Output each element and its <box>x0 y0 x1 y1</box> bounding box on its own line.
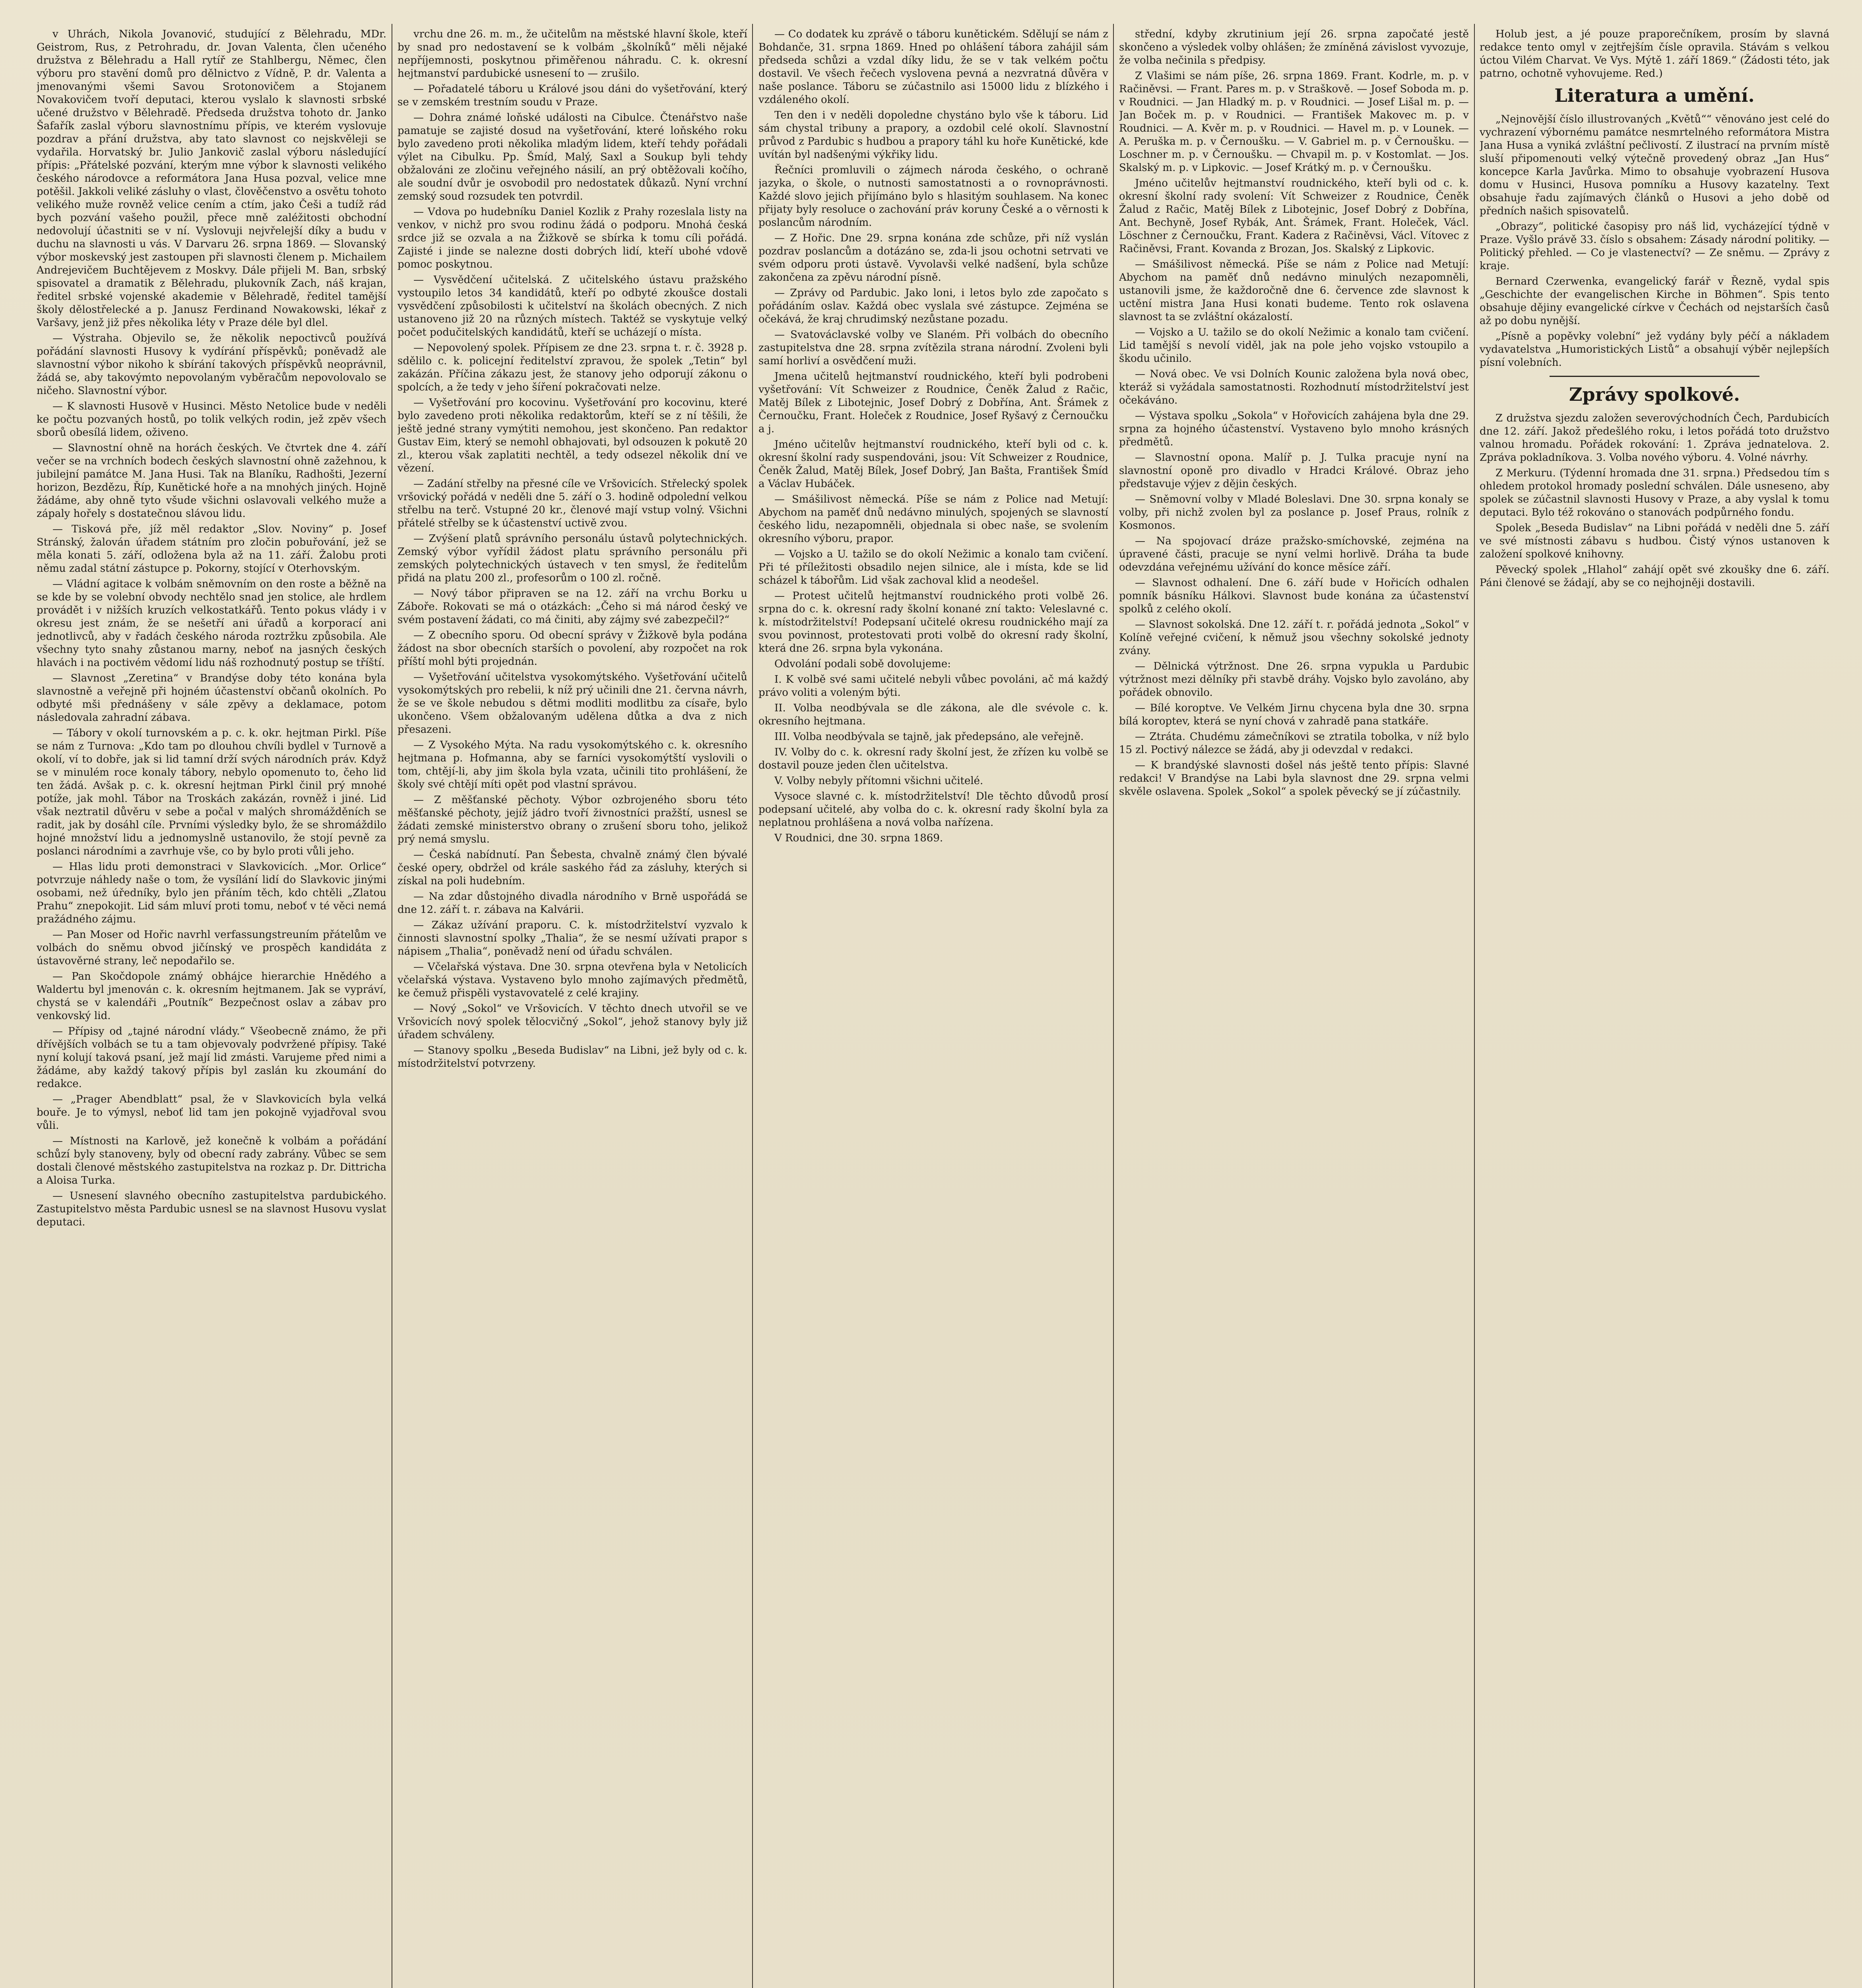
article-paragraph: — Zprávy od Pardubic. Jako loni, i letos bylo zde započato s pořádáním oslav. Každá obec vyslala své zástupce. Zejména se očekává, že kraj chrudimský nezůstane pozadu. <box>758 287 1108 325</box>
article-paragraph: — Zvýšení platů správního personálu ústavů polytechnických. Zemský výbor vyřídil žádost platu správního personálu při zemských polytechnických ústavech v ten smysl, že ředitelům přidá na platu 200 zl., profesorům o 100 zl. ročně. <box>398 533 747 584</box>
article-paragraph: — Vojsko a U. tažilo se do okolí Nežimic a konalo tam cvičení. Při té příležitosti obsadilo nejen silnice, ale i místa, kde se lid scházel k tábořům. Lid však zachoval klid a neodešel. <box>758 548 1108 586</box>
article-paragraph: — Svatováclavské volby ve Slaném. Při volbách do obecního zastupitelstva dne 28. srpna zvítězila strana národní. Zvoleni byli samí horliví a osvědčení muži. <box>758 329 1108 367</box>
article-paragraph: Spolek „Beseda Budislav“ na Libni pořádá v neděli dne 5. září ve své místnosti zábavu s hudbou. Čistý výnos ustanoven k založení spolkové knihovny. <box>1480 522 1829 560</box>
article-paragraph: — Výstava spolku „Sokola“ v Hořovicích zahájena byla dne 29. srpna za hojného účastenství. Vystaveno bylo mnoho krásných předmětů. <box>1119 410 1469 448</box>
article-paragraph: — Stanovy spolku „Beseda Budislav“ na Libni, jež byly od c. k. místodržitelství potvrzeny. <box>398 1044 747 1070</box>
article-paragraph: — Včelařská výstava. Dne 30. srpna otevřena byla v Netolicích včelařská výstava. Vystaveno bylo mnoho zajímavých předmětů, ke čemuž přispěli vystavovatelé z celé krajiny. <box>398 961 747 999</box>
article-paragraph: střední, kdyby zkrutinium její 26. srpna započaté jestě skončeno a výsledek volby ohlášen; že zmíněná závislost vyvozuje, že volba nečinila s předpisy. <box>1119 28 1469 66</box>
article-paragraph: v Uhrách, Nikola Jovanović, studující z Bělehradu, MDr. Geistrom, Rus, z Petrohradu, dr. Jovan Valenta, člen učeného družstva z Bělehradu a Hall rytíř ze Stahlbergu, Němec, člen výboru pro stavění domů pro dělnictvo z Vídně, P. dr. Valenta a jmenovanými všemi Savou Srotonovičem a Stojanem Novakovičem tvoří deputaci, kterou vyslalo k slavnosti srbské učené družstvo v Bělehradě. Předseda družstva tohoto dr. Janko Šafařík zaslal výboru slavnostnímu přípis, ve kterém vyslovuje pozdrav a přání družstva, aby tato slavnost co nejskvěleji se vydařila. Horvatský br. Julio Jankovič zaslal výboru následující přípis: „Přátelské pozvání, kterým mne výbor k slavnosti velikého českého národovce a reformátora Jana Husa pozval, velice mne potěšil. Jakkoli veliké zásluhy o vlast, člověčenstvo a osvětu tohoto velikého muže rovněž velice cením a ctím, jako Češi a tudíž rád bych pozvání vašeho použil, přece mně zaléžitosti obchodní nedovolují účastniti se v ní. Vyslovuji nejvřelejší díky a budu v duchu na slavnosti u vás. V Darvaru 26. srpna 1869. — Slovanský výbor moskevský jest zastoupen při slavnosti členem p. Michailem Andrejevičem Buchtějevem z Moskvy. Dále přijeli M. Ban, srbský spisovatel a dramatik z Bělehradu, plukovník Zach, náš krajan, ředitel srbské vojenské akademie v Bělehradě, ředitel tamější školy dělostřelecké a p. Janusz Ferdinand Nowakowski, lékař z Varšavy, jenž již přes několika léty v Praze déle byl dlel. <box>37 28 386 329</box>
article-paragraph: — Vojsko a U. tažilo se do okolí Nežimic a konalo tam cvičení. Lid tamější s nevolí viděl, jak na pole jeho vojsko vstoupilo a škodu učinilo. <box>1119 326 1469 365</box>
article-paragraph: Jmena učitelů hejtmanství roudnického, kteří byli podrobeni vyšetřování: Vít Schweizer z Roudnice, Čeněk Žalud z Račic, Matěj Bílek z Libotejnic, Josef Dobrý z Dobřína, Ant. Šrámek z Černoučku, Frant. Holeček z Roudnice, Josef Ryšavý z Černoučku a j. <box>758 371 1108 435</box>
article-paragraph: — Nový tábor připraven se na 12. září na vrchu Borku u Záboře. Rokovati se má o otázkách: „Čeho si má národ český ve svém postavení žádati, co má činiti, aby zájmy své zabezpečil?“ <box>398 588 747 626</box>
article-paragraph: — Z obecního sporu. Od obecní správy v Žižkově byla podána žádost na sbor obecních starších o povolení, aby rozpočet na rok příští mohl býti projednán. <box>398 629 747 668</box>
article-paragraph: Řečníci promluvili o zájmech národa českého, o ochraně jazyka, o škole, o nutnosti samostatnosti a o rovnoprávnosti. Každé slovo jejich přijímáno bylo s hlasitým souhlasem. Na konec přijaty byly resoluce o zachování práv koruny České a o věrnosti k poslancům národním. <box>758 164 1108 229</box>
article-paragraph: — Sněmovní volby v Mladé Boleslavi. Dne 30. srpna konaly se volby, při nichž zvolen byl za poslance p. Josef Praus, rolník z Kosmonos. <box>1119 493 1469 532</box>
article-paragraph: — Co dodatek ku zprávě o táboru kunětickém. Sdělují se nám z Bohdanče, 31. srpna 1869. Hned po ohlášení tábora zahájil sám předseda schůzi a vzdal díky lidu, že se v tak velkém počtu dostavil. Ve všech řečech vyslovena pevná a nezvratná důvěra v naše poslance. Táboru se zúčastnilo asi 15000 lidu z blízkého i vzdáleného okolí. <box>758 28 1108 106</box>
article-paragraph: — „Prager Abendblatt“ psal, že v Slavkovicích byla velká bouře. Je to výmysl, neboť lid tam jen pokojně vyjadřoval svou vůli. <box>37 1093 386 1132</box>
article-paragraph: Odvolání podali sobě dovolujeme: <box>774 658 951 670</box>
article-paragraph: — Bílé koroptve. Ve Velkém Jirnu chycena byla dne 30. srpna bílá koroptev, která se nyní chová v zahradě pana statkáře. <box>1119 702 1469 727</box>
article-paragraph: — Tisková pře, jíž měl redaktor „Slov. Noviny“ p. Josef Stránský, žalován úřadem státním pro zločin pobuřování, jež se měla konati 5. září, odložena byla až na 11. září. Žalobu proti němu zadal státní zástupce p. Pokorny, stojící v Oterhovským. <box>37 523 386 575</box>
article-paragraph: — Hlas lidu proti demonstraci v Slavkovicích. „Mor. Orlice“ potvrzuje náhledy naše o tom, že vysílání lidí do Slavkovic jinými osobami, než úředníky, bylo jen přáním těch, kdo chtěli „Zlatou Prahu“ znepokojit. Lid sám mluví proti tomu, neboť v té věci nemá pražádného zájmu. <box>37 861 386 925</box>
article-paragraph: V. Volby nebyly přítomni všichni učitelé. <box>774 775 983 787</box>
article-paragraph: Z družstva sjezdu založen severovýchodních Čech, Pardubicích dne 12. září. Jakož předešlého roku, i letos pořádá toto družstvo valnou hromadu. Pořádek rokování: 1. Zpráva jednatelova. 2. Zpráva pokladníkova. 3. Volba nového výboru. 4. Volné návrhy. <box>1480 412 1829 464</box>
article-paragraph: — Vyšetřování učitelstva vysokomýtského. Vyšetřování učitelů vysokomýtských pro rebelii, k níž prý učinili dne 21. června návrh, že se ve škole nebudou s dětmi modliti modlitbu za císaře, bylo ukončeno. Všem obžalovaným udělena důtka a dva z nich přesazeni. <box>398 671 747 736</box>
article-paragraph: — Pan Moser od Hořic navrhl verfassungstreuním přátelům ve volbách do sněmu obvod jičínský ve prospěch kandidáta z ústavověrné strany, leč nepodařilo se. <box>37 929 386 967</box>
column-rule <box>752 24 753 1988</box>
article-paragraph: — Na spojovací dráze pražsko-smíchovské, zejména na úpravené části, pracuje se nyní velmi horlivě. Dráha ta bude odevzdána veřejnému užívání do konce měsíce září. <box>1119 535 1469 573</box>
article-paragraph: — Slavnostní ohně na horách českých. Ve čtvrtek dne 4. září večer se na vrchních bodech českých slavnostní ohně zažehnou, k jubilejní památce M. Jana Husi. Tak na Blaníku, Radhošti, Jezerní horizon, Bezdězu, Říp, Kunětické hoře a na mnohých jiných. Hojně žádáme, aby ohně tyto všude všichni oslavovali velkého muže a zápaly hořely s dostatečnou slávou lidu. <box>37 442 386 520</box>
article-paragraph: — Slavnost sokolská. Dne 12. září t. r. pořádá jednota „Sokol“ v Kolíně veřejné cvičení, k němuž jsou všechny sokolské jednoty zvány. <box>1119 619 1469 657</box>
article-paragraph: — Z Hořic. Dne 29. srpna konána zde schůze, při níž vyslán pozdrav poslancům a dotázáno se, zda-li jsou ochotni setrvati ve svém odporu proti ústavě. Vyvolavši velké nadšení, byla schůze zakončena za zpěvu národní písně. <box>758 232 1108 283</box>
article-paragraph: Jméno učitelův hejtmanství roudnického, kteří byli od c. k. okresní školní rady suspendováni, jsou: Vít Schweizer z Roudnice, Čeněk Žalud, Matěj Bílek, Josef Dobrý, Jan Bašta, František Šmíd a Václav Hubáček. <box>758 439 1108 490</box>
article-paragraph: V Roudnici, dne 30. srpna 1869. <box>774 832 943 844</box>
section-title-spolkove: Zprávy spolkové. <box>1569 384 1740 405</box>
section-title-literature: Literatura a umění. <box>1554 85 1755 106</box>
article-paragraph: „Nejnovější číslo illustrovaných „Květů““ věnováno jest celé do vychrazení výbornému památce nesmrtelného reformátora Mistra Jana Husa a vyniká zvláštní pečlivostí. Z ilustrací na prvním místě sluší připomenouti velký výtečně provedený obraz „Jan Hus“ koncepce Karla Javůrka. Mimo to obsahuje vyobrazení Husova domu v Husinci, Husova pomníku a Husovy kazatelny. Text obsahuje řadu zajímavých článků o Husovi a jeho době od předních našich spisovatelů. <box>1480 113 1829 217</box>
section-divider <box>1550 376 1759 377</box>
article-paragraph: — Česká nabídnutí. Pan Šebesta, chvalně známý člen bývalé české opery, obdržel od krále saského řád za zásluhy, kterých si získal na poli hudebním. <box>398 849 747 887</box>
article-paragraph: — Výstraha. Objevilo se, že několik nepoctivců používá pořádání slavnosti Husovy k vydírání příspěvků; poněvadž ale slavnostní výbor nikoho k sbírání takových příspěvků neoprávnil, žádá se, aby takovýmto nepovolaným vyběračům nepovolovalo se ničeho. Slavnostní výbor. <box>37 332 386 397</box>
article-paragraph: Ten den i v neděli dopoledne chystáno bylo vše k táboru. Lid sám chystal tribuny a prapory, a ozdobil celé okolí. Slavnostní průvod z Pardubic s hudbou a prapory táhl ku hoře Kunětické, kde uvítán byl nadšenými výkřiky lidu. <box>758 109 1108 161</box>
article-paragraph: — Místnosti na Karlově, jež konečně k volbám a pořádání schůzí byly stanoveny, byly od obecní rady zabrány. Vůbec se sem dostali členové městského zastupitelstva na rozkaz p. Dr. Dittricha a Aloisa Turka. <box>37 1135 386 1186</box>
article-paragraph: — Vdova po hudebníku Daniel Kozlik z Prahy rozeslala listy na venkov, v nichž pro svou rodinu žádá o podporu. Mnohá česká srdce již se ozvala a na Žižkově se sbírka k tomu cíli pořádá. Zajisté i jinde se nalezne dosti dobrých lidí, kteří ubohé vdově pomoc poskytnou. <box>398 206 747 270</box>
article-paragraph: — Zákaz užívání praporu. C. k. místodržitelství vyzvalo k činnosti slavnostní spolky „Thalia“, že se nesmí užívati prapor s nápisem „Thalia“, poněvadž není od úřadu schválen. <box>398 919 747 957</box>
article-paragraph: Bernard Czerwenka, evangelický farář v Řezně, vydal spis „Geschichte der evangelischen Kirche in Böhmen“. Spis tento obsahuje dějiny evangelické církve v Čechách od nejstarších časů až po dobu nynější. <box>1480 276 1829 327</box>
article-paragraph: Z Vlašimi se nám píše, 26. srpna 1869. Frant. Kodrle, m. p. v Račiněvsi. — Frant. Pares m. p. v Straškově. — Josef Soboda m. p. v Roudnici. — Jan Hladký m. p. v Roudnici. — Josef Lišal m. p. — Jan Boček m. p. v Roudnici. — František Makovec m. p. v Roudnici. — A. Kvěr m. p. v Roudnici. — Havel m. p. v Lounek. — A. Peruška m. p. v Černoušku. — V. Gabriel m. p. v Černoušku. — Loschner m. p. v Černoušku. — Chvapil m. p. v Kostomlat. — Jos. Skalský m. p. v Lipkovic. — Josef Krátký m. p. v Černoušku. <box>1119 70 1469 174</box>
article-paragraph: — Přípisy od „tajné národní vlády.“ Všeobecně známo, že při dřívějších volbách se tu a tam objevovaly podvržené přípisy. Také nyní kolují taková psaní, jež mají lid zmásti. Varujeme před nimi a žádáme, aby každý takový přípis byl zaslán ku zkoumání do redakce. <box>37 1025 386 1090</box>
article-paragraph: Pěvecký spolek „Hlahol“ zahájí opět své zkoušky dne 6. září. Páni členové se žádají, aby se co nejhojněji dostavili. <box>1480 564 1829 589</box>
article-paragraph: — Dohra známé loňské události na Cibulce. Čtenářstvo naše pamatuje se zajisté dosud na vyšetřování, které loňského roku bylo zavedeno proti několika mladým lidem, kteří tehdy pořádali výlet na Cibulku. Pp. Šmíd, Malý, Saxl a Soukup byli tehdy obžalováni ze zločinu veřejného násilí, an prý obtěžovali kočího, ale soudní dvůr je osvobodil pro nedostatek důkazů. Nyní vrchní zemský soud rozsudek ten potvrdil. <box>398 112 747 202</box>
article-paragraph: „Obrazy“, politické časopisy pro náš lid, vycházející týdně v Praze. Vyšlo právě 33. číslo s obsahem: Zásady národní politiky. — Politický přehled. — Co je vlastenectví? — Ze sněmu. — Zprávy z kraje. <box>1480 221 1829 272</box>
article-paragraph: — Dělnická výtržnost. Dne 26. srpna vypukla u Pardubic výtržnost mezi dělníky při stavbě dráhy. Vojsko bylo zavoláno, aby pořádek obnovilo. <box>1119 660 1469 699</box>
article-paragraph: — Slavnostní opona. Malíř p. J. Tulka pracuje nyní na slavnostní oponě pro divadlo v Hradci Králové. Obraz jeho představuje výjev z dějin českých. <box>1119 452 1469 490</box>
article-paragraph: — Z Vysokého Mýta. Na radu vysokomýtského c. k. okresního hejtmana p. Hofmanna, aby se farníci vysokomýtští vyslovili o tom, chtějí-li, aby jim škola byla vzata, učinili tito prohlášení, že školy své chtějí míti opět pod vlastní správou. <box>398 739 747 790</box>
column-3 <box>758 28 1108 1988</box>
article-paragraph: II. Volba neodbývala se dle zákona, ale dle svévole c. k. okresního hejtmana. <box>758 702 1108 727</box>
article-paragraph: I. K volbě své sami učitelé nebyli vůbec povoláni, ač má každý právo voliti a voleným býti. <box>758 674 1108 699</box>
column-rule <box>1113 24 1114 1988</box>
article-paragraph: — K brandýské slavnosti došel nás ještě tento přípis: Slavné redakci! V Brandýse na Labi byla slavnost dne 29. srpna velmi skvěle oslavena. Spolek „Sokol“ a spolek pěvecký se jí zúčastnily. <box>1119 759 1469 798</box>
column-2 <box>398 28 747 1988</box>
column-5 <box>1480 28 1829 1988</box>
article-paragraph: Holub jest, a jé pouze praporečníkem, prosím by slavná redakce tento omyl v zejtřejším čísle opravila. Stávám s velkou úctou Vilém Charvat. Ve Vys. Mýtě 1. září 1869.“ (Žádosti této, jak patrno, ochotně vyhovujeme. Red.) <box>1480 28 1829 80</box>
article-paragraph: — Na zdar důstojného divadla národního v Brně uspořádá se dne 12. září t. r. zábava na Kalvárii. <box>398 891 747 916</box>
article-paragraph: IV. Volby do c. k. okresní rady školní jest, že zřízen ku volbě se dostavil pouze jeden člen učitelstva. <box>758 746 1108 771</box>
article-paragraph: — K slavnosti Husově v Husinci. Město Netolice bude v neděli ke počtu pozvaných hostů, po tolik velkých rodin, jež zpěv všech sborů obesílá lidem, oživeno. <box>37 400 386 439</box>
column-4 <box>1119 28 1469 1988</box>
article-paragraph: — Vyšetřování pro kocovinu. Vyšetřování pro kocovinu, které bylo zavedeno proti několika redaktorům, kteří se z ní těšili, že ještě jedné strany vymýtiti nemohou, jest skončeno. Pan redaktor Gustav Eim, který se nemohl obhajovati, byl odsouzen k pokutě 20 zl., kterou však zaplatiti nechtěl, a tedy odsezel několik dní ve vězení. <box>398 397 747 474</box>
article-paragraph: — Nepovolený spolek. Přípisem ze dne 23. srpna t. r. č. 3928 p. sdělilo c. k. policejní ředitelství zpravou, že spolek „Tetin“ byl zakázán. Příčina zákazu jest, že stanovy jeho odporují zákonu o spolcích, a že tedy v jeho šíření pokračovati nelze. <box>398 342 747 393</box>
column-1 <box>37 28 386 1988</box>
article-paragraph: — Smášilivost německá. Píše se nám z Police nad Metují: Abychom na paměť dnů nedávno minulých, spojených se slavností českého lidu, nezapomněli, objednala si obec naše, se svolením okresního výboru, prapor. <box>758 493 1108 545</box>
article-paragraph: — Slavnost „Zeretina“ v Brandýse doby této konána byla slavnostně a veřejně při hojném účastenství občanů okolních. Po odbyté mši přednášeny v sále zpěvy a deklamace, potom následovala zahradní zábava. <box>37 672 386 724</box>
article-paragraph: — Smášilivost německá. Píše se nám z Police nad Metují: Abychom na paměť dnů nedávno minulých nezapomněli, ustanovili jsme, že každoročně dne 6. července zde slavnost k uctění mistra Jana Husi konati budeme. Tento rok oslavena slavnost ta se zvláštní okázalostí. <box>1119 258 1469 323</box>
article-paragraph: — Ztráta. Chudému zámečníkovi se ztratila tobolka, v níž bylo 15 zl. Poctivý nálezce se žádá, aby ji odevzdal v redakci. <box>1119 731 1469 756</box>
article-paragraph: „Písně a popěvky volební“ jež vydány byly péčí a nákladem vydavatelstva „Humoristických Listů“ a obsahují výběr nejlepších písní volebních. <box>1480 330 1829 369</box>
article-paragraph: — Tábory v okolí turnovském a p. c. k. okr. hejtman Pirkl. Píše se nám z Turnova: „Kdo tam po dlouhou chvíli bydlel v Turnově a okolí, ví to dobře, jak si lid tamní drží svých národních práv. Když se v minulém roce konaly tábory, nebylo opomenuto to, čeho lid ten žádá. Avšak p. c. k. okresní hejtman Pirkl činil prý mnohé potíže, jak mohl. Tábor na Troskách zakázán, rovněž i jiné. Lid však neztratil důvěru v sebe a počal v malých shromážděních se radit, jak by dosáhl cíle. Prvními výsledky bylo, že se shromáždilo hojné množství lidu a jednomyslně ustanovilo, že stojí pevně za poslanci národními a zavrhuje vše, co by bylo proti vůli jeho. <box>37 727 386 857</box>
article-paragraph: — Vysvědčení učitelská. Z učitelského ústavu pražského vystoupilo letos 34 kandidátů, kteří po odbyté zkoušce dostali vysvědčení způsobilosti k učitelství na školách obecných. Z nich ustanoveno již 20 na různých místech. Taktéž se vyskytuje velký počet podučitelských kandidátů, kteří se ucházejí o místa. <box>398 274 747 338</box>
article-paragraph: — Nový „Sokol“ ve Vršovicích. V těchto dnech utvořil se ve Vršovicích nový spolek tělocvičný „Sokol“, jehož stanovy byly již úřadem schváleny. <box>398 1003 747 1041</box>
article-paragraph: — Nová obec. Ve vsi Dolních Kounic založena byla nová obec, kteráž si vyžádala samostatnosti. Rozhodnutí místodržitelství jest očekáváno. <box>1119 368 1469 406</box>
article-paragraph: — Usnesení slavného obecního zastupitelstva pardubického. Zastupitelstvo města Pardubic usnesl se na slavnost Husovu vyslat deputaci. <box>37 1190 386 1228</box>
article-paragraph: — Z měšťanské pěchoty. Výbor ozbrojeného sboru této měšťanské pěchoty, jejíž jádro tvoří živnostníci pražští, usnesl se žádati zemské ministerstvo obrany o zrušení sboru toho, jelikož prý nemá smyslu. <box>398 794 747 845</box>
article-paragraph: — Vládní agitace k volbám sněmovním on den roste a běžně na se kde by se volební obvody nechtělo snad jen stolice, ale hrdlem provádět i v nižších kruzích velkostatkářů. Tento pokus vlády i v okresu jest znám, že se nešetří ani úřadů a korporací ani jednotlivců, aby v řadách českého národa roztržku způsobila. Ale všechny tyto snahy zůstanou marny, neboť na jasných českých hlavách i na poctivém vědomí lidu náš rozhodnutý postup se tříští. <box>37 578 386 669</box>
article-paragraph: — Protest učitelů hejtmanství roudnického proti volbě 26. srpna do c. k. okresní rady školní konané zní takto: Veleslavné c. k. místodržitelství! Podepsaní učitelé okresu roudnického mají za svou povinnost, protestovati proti volbě do okresní rady školní, která dne 26. srpna byla vykonána. <box>758 590 1108 654</box>
article-paragraph: Vysoce slavné c. k. místodržitelství! Dle těchto důvodů prosí podepsaní učitelé, aby volba do c. k. okresní rady školní byla za neplatnou prohlášena a nová volba nařízena. <box>758 790 1108 829</box>
article-paragraph: Jméno učitelův hejtmanství roudnického, kteří byli od c. k. okresní školní rady svolení: Vít Schweizer z Roudnice, Čeněk Žalud z Račic, Matěj Bílek z Libotejnic, Josef Dobrý z Dobřína, Ant. Bechyně, Josef Rybák, Ant. Šrámek, Frant. Holeček, Václ. Löschner z Černoučku, Frant. Kadera z Račiněvsi, Václ. Vítovec z Račiněvsi, Frant. Kovanda z Brozan, Jos. Skalský z Lipkovic. <box>1119 177 1469 255</box>
article-paragraph: — Pan Skočdopole známý obhájce hierarchie Hnědého a Waldertu byl jmenován c. k. okresním hejtmanem. Jak se vypráví, chystá se v kalendáři „Poutník“ Bezpečnost oslav a zábav pro venkovský lid. <box>37 971 386 1022</box>
article-paragraph: Z Merkuru. (Týdenní hromada dne 31. srpna.) Předsedou tím s ohledem protokol hromady poslední schválen. Dále usneseno, aby spolek se zúčastnil slavnosti Husovy v Praze, a aby vyslal k tomu deputaci. Bylo též rokováno o stanovách podpůrného fondu. <box>1480 467 1829 518</box>
article-paragraph: — Pořadatelé táboru u Králové jsou dáni do vyšetřování, který se v zemském trestním soudu v Praze. <box>398 83 747 108</box>
article-paragraph: — Slavnost odhalení. Dne 6. září bude v Hořicích odhalen pomník básníku Hálkovi. Slavnost bude konána za účastenství spolků z celého okolí. <box>1119 577 1469 615</box>
article-paragraph: III. Volba neodbývala se tajně, jak předepsáno, ale veřejně. <box>774 731 1084 743</box>
column-rule <box>1474 24 1475 1988</box>
article-paragraph: vrchu dne 26. m. m., že učitelům na městské hlavní škole, kteří by snad pro nedostavení se k volbám „školníků“ měli nějaké nepříjemnosti, poskytnou přiměřenou náhradu. C. k. okresní hejtmanství pardubické usnesení to — zrušilo. <box>398 28 747 80</box>
article-paragraph: — Zadání střelby na přesné cíle ve Vršovicích. Střelecký spolek vršovický pořádá v neděli dne 5. září o 3. hodině odpolední velkou střelbu na terč. Vstupné 20 kr., členové mají vstup volný. Všichni přátelé střelby se k účastenství uctivě zvou. <box>398 478 747 529</box>
